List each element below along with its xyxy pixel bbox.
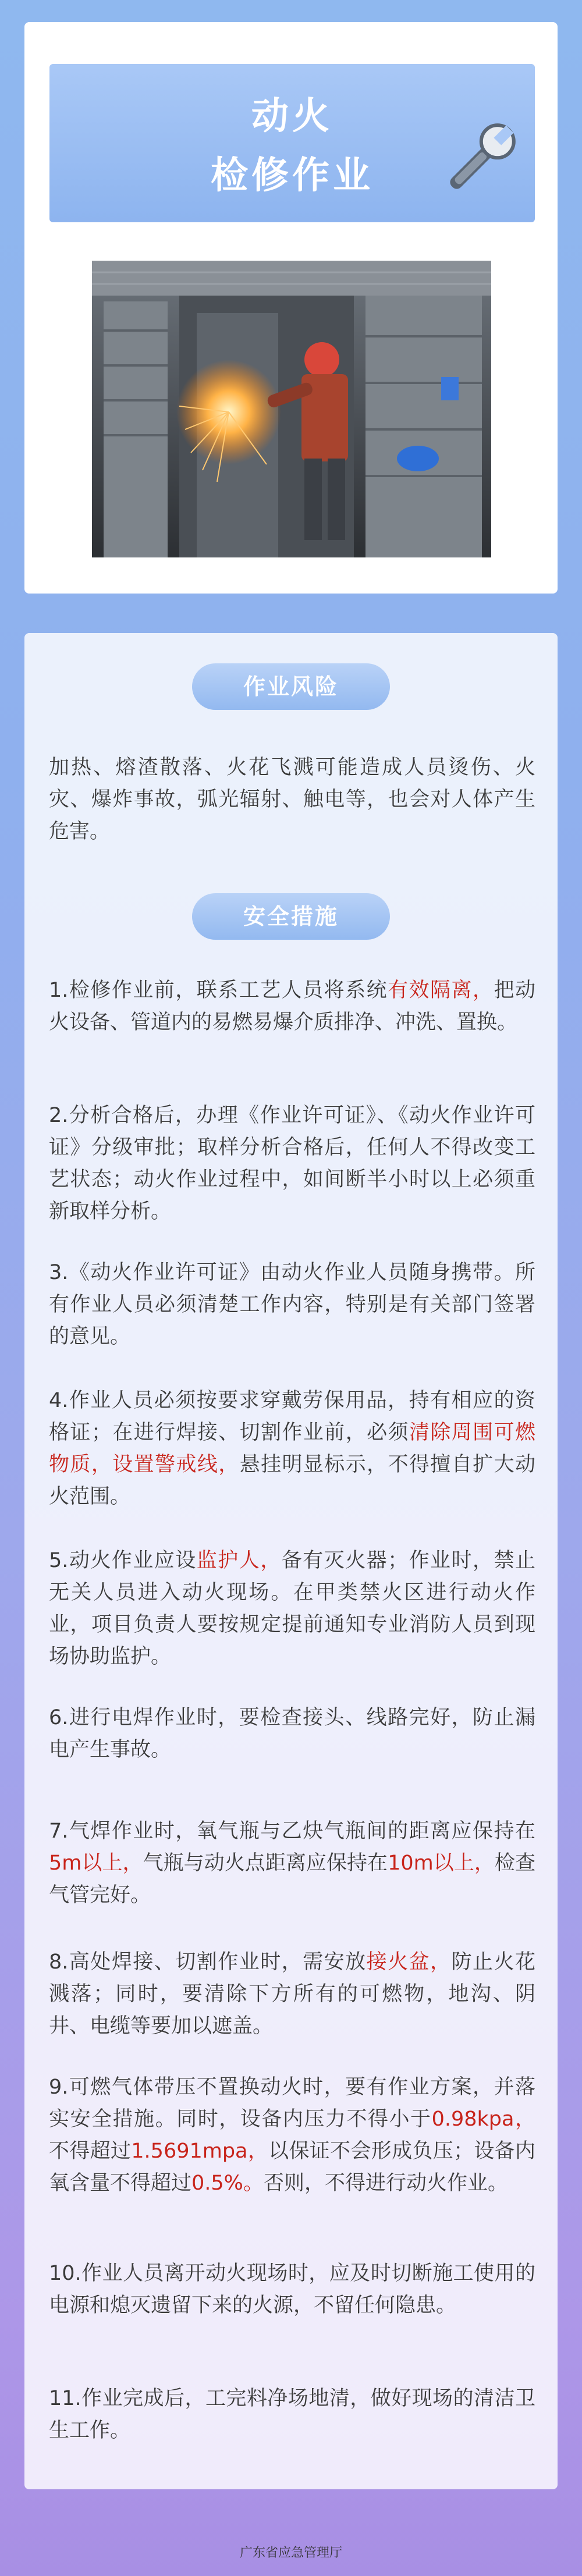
measure-item-8	[49, 1946, 535, 2042]
measure-text: 以保证不会形成负压；设备内氧含量不得超过	[49, 2140, 535, 2195]
risk-text: 加热、熔渣散落、火花飞溅可能造成人员烫伤、火灾、爆炸事故，弧光辐射、触电等，也会对人体产生危害。	[49, 756, 535, 843]
measure-highlight: 接火盆，	[366, 1950, 452, 1974]
measure-item-5	[49, 1545, 535, 1673]
measure-text: 11.作业完成后，工完料净场地清，做好现场的清洁卫生工作。	[49, 2387, 535, 2442]
measure-text: 气瓶与动火点距离应保持在	[143, 1852, 388, 1875]
measures-heading: 安全措施	[192, 893, 390, 940]
wrench-icon	[435, 116, 523, 204]
measure-text: 4.作业人员必须按要求穿戴劳保用品，持有相应的资格证；在进行焊接、切割作业前，必须	[49, 1389, 535, 1444]
measure-highlight: 监护人，	[196, 1549, 282, 1572]
measure-text: 9.可燃气体带压不置换动火时，要有作业方案，并落实安全措施。同时，设备内压力不得小于	[49, 2076, 535, 2131]
measure-item-7	[49, 1815, 535, 1911]
measure-text: 6.进行电焊作业时，要检查接头、线路完好，防止漏电产生事故。	[49, 1706, 535, 1761]
measure-text: 备有灭火器；作业时，禁止无关人员进入动火现场。在甲类禁火区进行动火作业，项目负责人要按规定提前通知专业消防人员到现场协助监护。	[49, 1549, 535, 1668]
measure-text: 7.气焊作业时，氧气瓶与乙炔气瓶间的距离应保持在	[49, 1820, 535, 1843]
footer-source: 广东省应急管理厅	[239, 2546, 342, 2560]
measure-text: 检查气管完好。	[49, 1852, 535, 1907]
measure-text: 否则，不得进行动火作业。	[263, 2172, 508, 2195]
measure-text: 3.《动火作业许可证》由动火作业人员随身携带。所有作业人员必须清楚工作内容，特别是有关部门签署的意见。	[49, 1261, 535, 1348]
measure-item-6	[49, 1702, 535, 1766]
measure-item-4	[49, 1385, 535, 1513]
measure-item-2	[49, 1100, 535, 1228]
measure-highlight: 清除周围可燃物质，设置警戒线，	[49, 1421, 535, 1476]
measure-item-1	[49, 975, 535, 1039]
measure-highlight: 1.5691mpa，	[131, 2140, 269, 2163]
measure-text: 悬挂明显标示，不得擅自扩大动火范围。	[49, 1453, 535, 1508]
measure-item-10	[49, 2258, 535, 2322]
measure-highlight: 0.98kpa，	[431, 2108, 535, 2131]
measure-text: 2.分析合格后，办理《作业许可证》、《动火作业许可证》分级审批；取样分析合格后，任何人不得改变工艺状态；动火作业过程中，如间断半小时以上必须重新取样分析。	[49, 1104, 535, 1223]
risk-heading: 作业风险	[192, 663, 390, 710]
welding-photo	[92, 261, 491, 557]
measure-highlight: 0.5%。	[191, 2172, 264, 2195]
measure-text: 1.检修作业前，联系工艺人员将系统	[49, 979, 388, 1002]
measure-text: 不得超过	[49, 2140, 132, 2163]
title-line-2: 检修作业	[211, 154, 374, 197]
measure-item-9	[49, 2072, 535, 2200]
title-line-1: 动火	[251, 95, 333, 138]
measure-text: 防止火花溅落；同时，要清除下方所有的可燃物，地沟、阴井、电缆等要加以遮盖。	[49, 1950, 535, 2038]
measure-highlight: 有效隔离，	[388, 979, 494, 1002]
welding-illustration	[92, 261, 491, 557]
measure-text: 5.动火作业应设	[49, 1549, 197, 1572]
measure-text: 把动火设备、管道内的易燃易爆介质排净、冲洗、置换。	[49, 979, 535, 1034]
measure-item-3	[49, 1257, 535, 1353]
measure-text: 10.作业人员离开动火现场时，应及时切断施工使用的电源和熄灭遗留下来的火源，不留任何隐患。	[49, 2262, 535, 2317]
measure-highlight: 5m以上，	[49, 1852, 143, 1875]
measure-item-11	[49, 2383, 535, 2447]
measure-text: 8.高处焊接、切割作业时，需安放	[49, 1950, 367, 1974]
measure-highlight: 10m以上，	[388, 1852, 495, 1875]
